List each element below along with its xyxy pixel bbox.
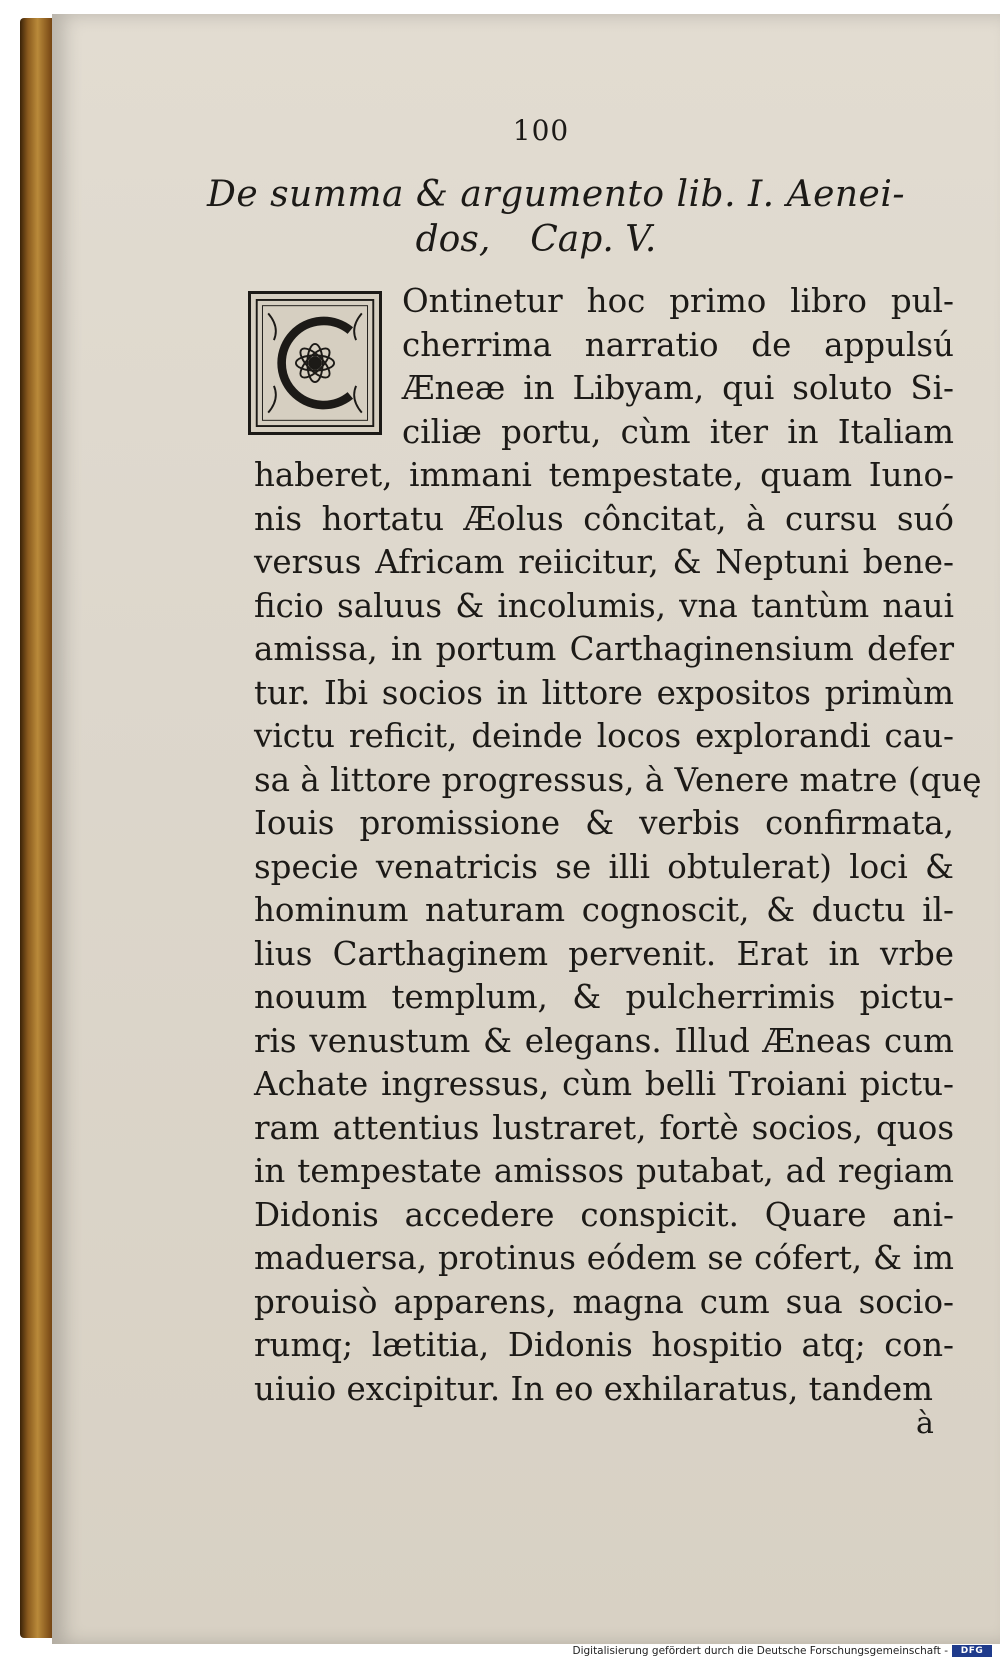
text-line: ciliæ portu, cùm iter in Italiam bbox=[402, 412, 954, 451]
chapter-number: Cap. V. bbox=[530, 219, 657, 260]
text-line: specie venatricis se illi obtulerat) loci & bbox=[254, 847, 954, 886]
initial-letter bbox=[251, 432, 252, 433]
text-line: victu reficit, deinde locos explorandi cau- bbox=[254, 717, 954, 755]
text-line: Æneæ in Libyam, qui soluto Si- bbox=[402, 369, 954, 407]
text-line: ram attentius lustraret, fortè socios, quos bbox=[254, 1108, 954, 1147]
text-line: ficio saluus & incolumis, vna tantùm naui bbox=[254, 586, 954, 625]
catchword: à bbox=[916, 1406, 934, 1441]
text-line: Iouis promissione & verbis confirmata, bbox=[254, 804, 954, 842]
heading-continuation: dos, bbox=[415, 219, 491, 260]
chapter-heading-line-1: De summa & argumento lib. I. Aenei- bbox=[206, 174, 906, 215]
digitization-credit: Digitalisierung gefördert durch die Deutsche Forschungsgemeinschaft - bbox=[572, 1645, 948, 1657]
text-line: uiuio excipitur. In eo exhilaratus, tandem bbox=[254, 1369, 933, 1408]
text-line: nouum templum, & pulcherrimis pictu- bbox=[254, 978, 954, 1016]
text-line: haberet, immani tempestate, quam Iuno- bbox=[254, 456, 954, 494]
text-line: tur. Ibi socios in littore expositos primùm bbox=[254, 673, 954, 712]
text-line: hominum naturam cognoscit, & ductu il- bbox=[254, 891, 954, 929]
text-line: in tempestate amissos putabat, ad regiam bbox=[254, 1152, 954, 1190]
text-line: sa à littore progressus, à Venere matre (quę bbox=[254, 760, 982, 799]
text-line: lius Carthaginem pervenit. Erat in vrbe bbox=[254, 934, 954, 973]
text-line: rumq; lætitia, Didonis hospitio atq; con- bbox=[254, 1326, 954, 1364]
body-text bbox=[254, 280, 982, 1411]
text-line: nis hortatu Æolus côncitat, à cursu suó bbox=[254, 499, 954, 538]
text-line: maduersa, protinus eódem se cófert, & im bbox=[254, 1239, 954, 1277]
text-line: prouisò apparens, magna cum sua socio- bbox=[254, 1282, 954, 1321]
text-line: ris venustum & elegans. Illud Æneas cum bbox=[254, 1021, 954, 1060]
text-line: Ontinetur hoc primo libro pul- bbox=[402, 282, 954, 320]
page-number: 100 bbox=[512, 114, 570, 147]
text-line: Achate ingressus, cùm belli Troiani pictu- bbox=[254, 1065, 954, 1103]
text-line: amissa, in portum Carthaginensium defer bbox=[254, 630, 954, 668]
text-line: versus Africam reiicitur, & Neptuni bene- bbox=[254, 543, 954, 581]
dfg-logo: DFG bbox=[952, 1645, 992, 1657]
chapter-heading-line-2 bbox=[52, 219, 1000, 260]
page-sheet bbox=[52, 14, 1000, 1644]
text-line: Didonis accedere conspicit. Quare ani- bbox=[254, 1195, 954, 1234]
text-line: cherrima narratio de appulsú bbox=[402, 325, 954, 364]
